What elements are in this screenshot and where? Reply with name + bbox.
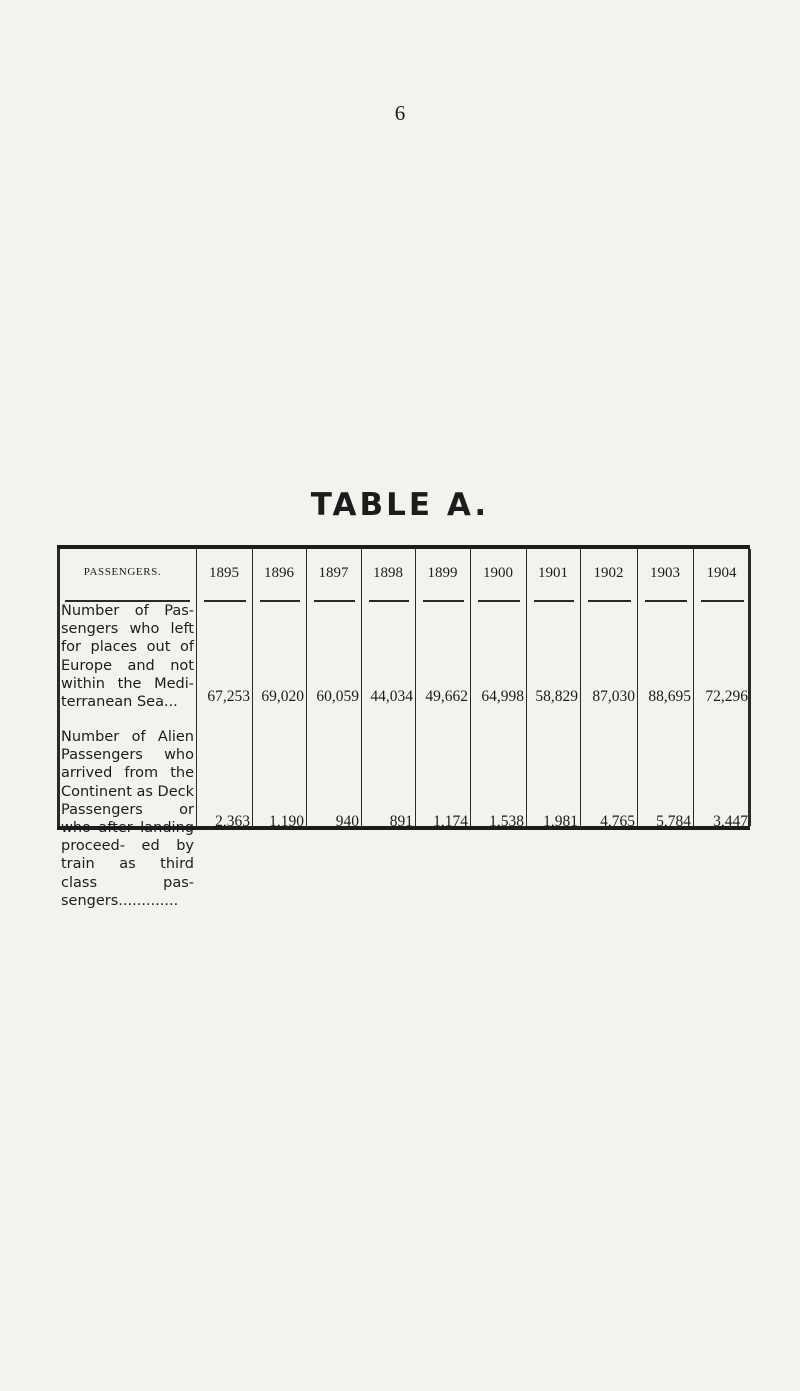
header-year: 1900 — [483, 565, 513, 581]
table-cell: 60,059 — [316, 688, 359, 705]
table-cell: 64,998 — [481, 688, 524, 705]
header-label: PASSENGERS. — [83, 566, 162, 578]
header-underline — [645, 600, 687, 602]
header-year: 1895 — [209, 565, 239, 581]
header-underline — [478, 600, 520, 602]
header-underline — [588, 600, 631, 602]
header-year: 1896 — [264, 565, 294, 581]
header-year: 1897 — [318, 565, 349, 581]
header-year: 1904 — [706, 565, 737, 581]
table-cell: 69,020 — [261, 688, 304, 705]
row-label-emigrants: Number of Pas- sengers who left for places out of Europe and not within the Medi- terranean Sea... — [61, 603, 194, 711]
header-year: 1902 — [593, 565, 624, 581]
page-number: 6 — [394, 101, 406, 125]
table-cell: 67,253 — [207, 688, 250, 705]
header-underline — [260, 600, 300, 602]
table-cell: 5,784 — [656, 813, 691, 830]
table-cell: 940 — [335, 813, 359, 830]
column-rule — [57, 549, 60, 826]
top-rule — [57, 545, 750, 549]
table-title: TABLE A. — [310, 487, 490, 523]
header-underline — [534, 600, 574, 602]
table-cell: 44,034 — [370, 688, 413, 705]
table-cell: 1,190 — [269, 813, 304, 830]
header-underline — [204, 600, 246, 602]
table-cell: 891 — [389, 813, 413, 830]
table-cell: 58,829 — [535, 688, 578, 705]
table-cell: 88,695 — [648, 688, 691, 705]
header-underline — [314, 600, 355, 602]
header-year: 1903 — [650, 565, 680, 581]
header-underline — [701, 600, 744, 602]
header-year: 1899 — [427, 565, 458, 581]
header-year: 1898 — [373, 565, 403, 581]
table-cell: 72,296 — [705, 688, 748, 705]
header-underline — [423, 600, 464, 602]
header-year: 1901 — [538, 565, 568, 581]
row-label-aliens: Number of Alien Passengers who arrived from the Continent as Deck Passengers or who after landing proceed- ed by train as third class pas- sengers............. — [61, 729, 194, 909]
table-cell: 49,662 — [425, 688, 468, 705]
table-cell: 3,447 — [713, 813, 748, 830]
table-cell: 4,765 — [600, 813, 635, 830]
table-cell: 2,363 — [215, 813, 250, 830]
table-cell: 1,981 — [543, 813, 578, 830]
table-cell: 87,030 — [592, 688, 635, 705]
table-cell: 1,174 — [433, 813, 468, 830]
table-cell: 1,538 — [489, 813, 524, 830]
header-underline — [369, 600, 409, 602]
